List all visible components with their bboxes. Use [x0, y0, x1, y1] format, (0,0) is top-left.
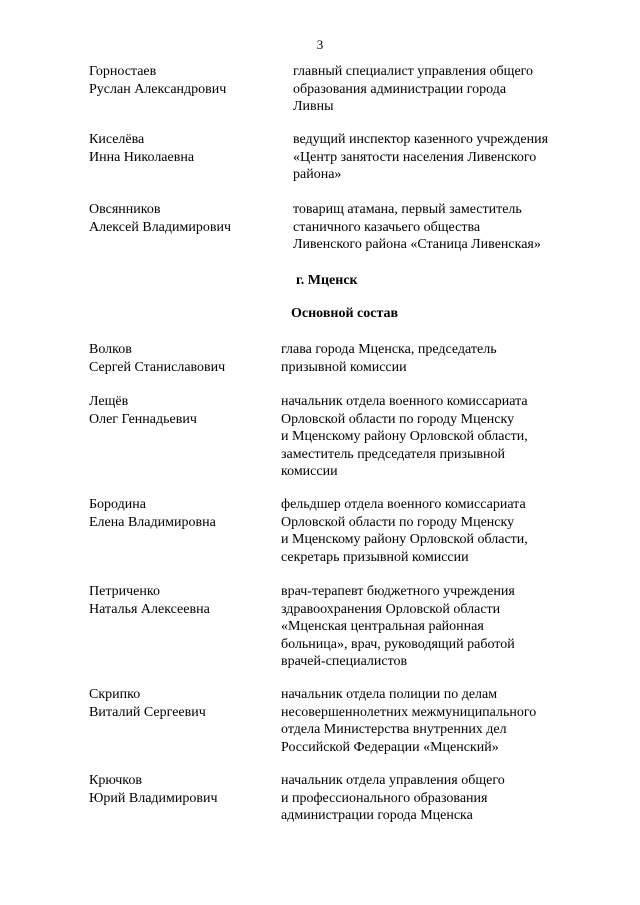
member-name	[89, 201, 279, 236]
given-names: Елена Владимировна	[89, 514, 216, 530]
page-number: 3	[316, 37, 324, 52]
given-names: Инна Николаевна	[89, 149, 195, 165]
role-line: главный специалист управления общего	[293, 64, 534, 79]
role-line: начальник отдела военного комиссариата	[281, 394, 528, 409]
role-line: ведущий инспектор казенного учреждения	[293, 132, 549, 147]
member-role	[281, 686, 571, 756]
role-line: товарищ атамана, первый заместитель	[293, 202, 522, 217]
given-names: Олег Геннадьевич	[89, 411, 197, 427]
role-line: больница», врач, руководящий работой	[281, 636, 515, 652]
member-name	[89, 496, 279, 531]
member-name	[89, 131, 279, 166]
role-line: секретарь призывной комиссии	[281, 549, 469, 565]
given-names: Виталий Сергеевич	[89, 704, 206, 720]
role-line: и Мценскому району Орловской области,	[281, 532, 528, 547]
role-line: Орловской области по городу Мценску	[281, 411, 515, 427]
member-role	[281, 583, 571, 671]
city-heading: г. Мценск	[296, 273, 358, 288]
role-line: образования администрации города	[293, 81, 507, 97]
role-line: начальник отдела полиции по делам	[281, 687, 498, 702]
given-names: Наталья Алексеевна	[89, 601, 210, 617]
member-name	[89, 63, 279, 98]
surname: Овсянников	[89, 202, 161, 217]
role-line: администрации города Мценска	[281, 808, 473, 823]
member-name	[89, 686, 279, 721]
member-name	[89, 341, 279, 376]
surname: Киселёва	[89, 132, 145, 147]
role-line: «Центр занятости населения Ливенского	[293, 149, 537, 165]
role-line: Российской Федерации «Мценский»	[281, 739, 499, 755]
role-line: глава города Мценска, председатель	[281, 342, 497, 357]
surname: Петриченко	[89, 584, 160, 599]
surname: Бородина	[89, 497, 146, 512]
given-names: Сергей Станиславович	[89, 359, 226, 375]
role-line: района»	[293, 167, 342, 182]
member-role	[281, 772, 571, 825]
role-line: и Мценскому району Орловской области,	[281, 429, 528, 444]
member-role	[293, 201, 583, 254]
member-role	[281, 341, 571, 376]
role-line: комиссии	[281, 464, 338, 479]
member-name	[89, 583, 279, 618]
role-line: начальник отдела управления общего	[281, 773, 505, 788]
role-line: призывной комиссии	[281, 359, 407, 375]
role-line: станичного казачьего общества	[293, 219, 481, 235]
section-heading: Основной состав	[291, 306, 399, 321]
role-line: «Мценская центральная районная	[281, 619, 484, 634]
role-line: здравоохранения Орловской области	[281, 601, 501, 617]
role-line: Орловской области по городу Мценску	[281, 514, 515, 530]
member-role	[281, 393, 571, 481]
role-line: врачей-специалистов	[281, 654, 408, 669]
surname: Волков	[89, 342, 132, 357]
given-names: Алексей Владимирович	[89, 219, 232, 235]
role-line: врач-терапевт бюджетного учреждения	[281, 584, 515, 599]
given-names: Юрий Владимирович	[89, 790, 218, 806]
role-line: несовершеннолетних межмуниципального	[281, 704, 537, 720]
surname: Скрипко	[89, 687, 141, 702]
role-line: отдела Министерства внутренних дел	[281, 722, 507, 737]
surname: Горностаев	[89, 64, 157, 79]
surname: Крючков	[89, 773, 143, 788]
given-names: Руслан Александрович	[89, 81, 227, 97]
member-role	[281, 496, 571, 566]
role-line: и профессионального образования	[281, 790, 488, 806]
member-role	[293, 131, 583, 184]
role-line: Ливенского района «Станица Ливенская»	[293, 237, 541, 252]
role-line: Ливны	[293, 99, 334, 114]
member-role	[293, 63, 583, 116]
role-line: заместитель председателя призывной	[281, 446, 505, 462]
member-name	[89, 772, 279, 807]
surname: Лещёв	[89, 394, 129, 409]
role-line: фельдшер отдела военного комиссариата	[281, 497, 526, 512]
member-name	[89, 393, 279, 428]
